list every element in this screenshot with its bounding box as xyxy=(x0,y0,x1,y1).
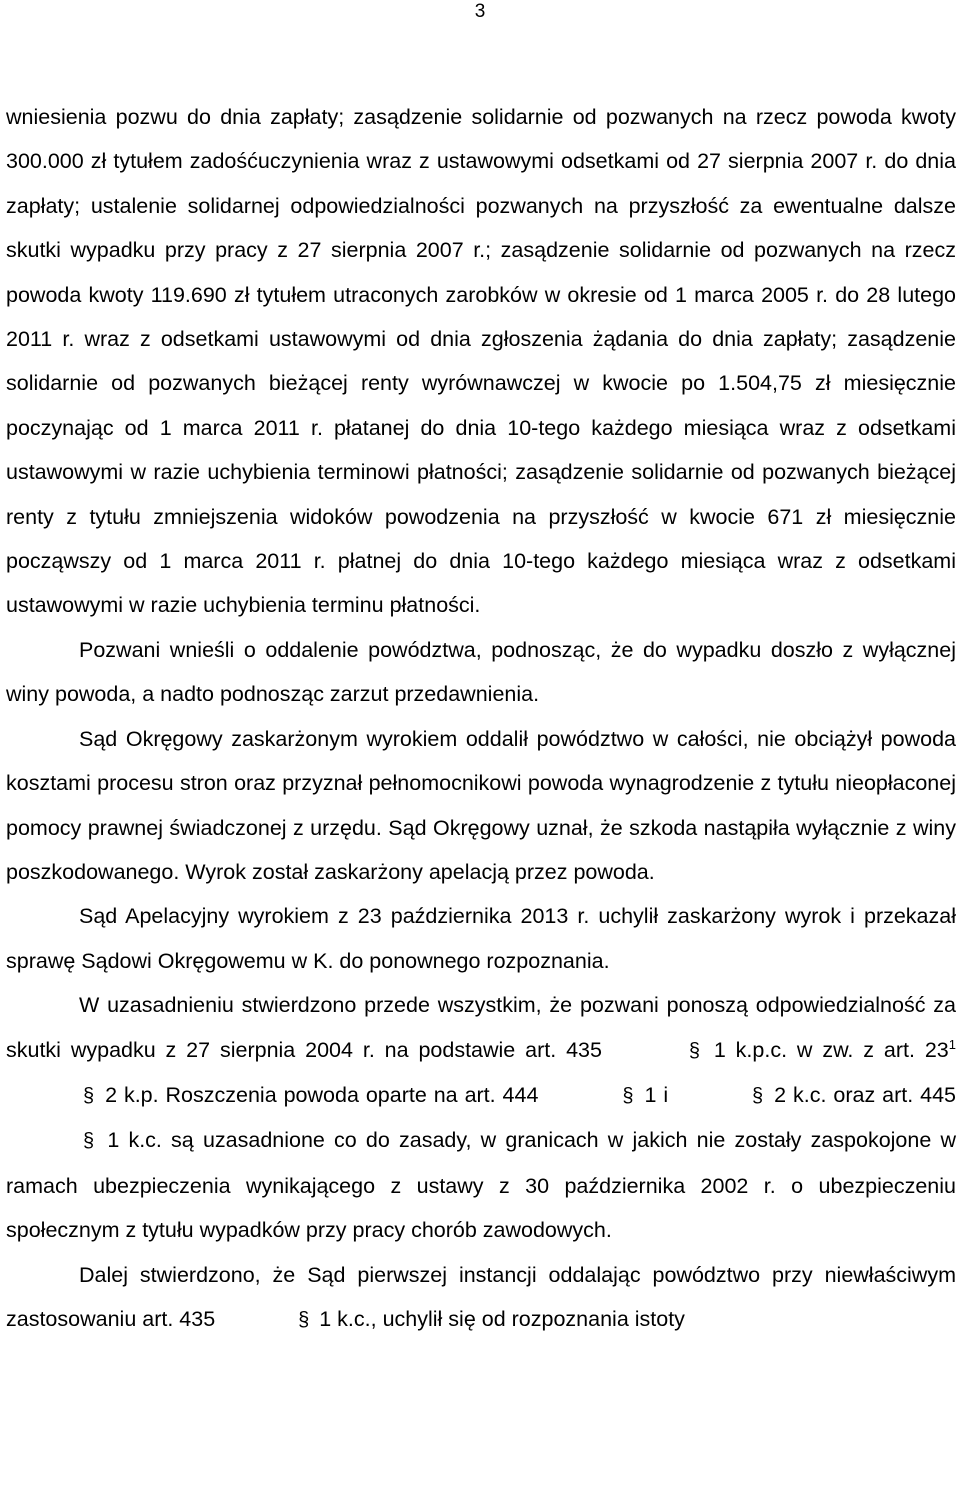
section-symbol: § xyxy=(752,1084,764,1107)
paragraph-further-findings xyxy=(6,1253,956,1343)
paragraph-justification xyxy=(6,983,956,1252)
paragraph-appeal-court-ruling: Sąd Apelacyjny wyrokiem z 23 października 2013 r. uchylił zaskarżony wyrok i przekazał sprawę Sądowi Okręgowemu w K. do ponownego rozpoznania. xyxy=(6,904,956,973)
page-number: 3 xyxy=(474,1,486,22)
document-body xyxy=(6,95,956,1342)
paragraph-district-court-ruling: Sąd Okręgowy zaskarżonym wyrokiem oddalił powództwo w całości, nie obciążył powoda kosztami procesu stron oraz przyznał pełnomocnikowi powoda wynagrodzenie z tytułu nieopłaconej pomocy prawnej świadczonej z urzędu. Sąd Okręgowy uznał, że szkoda nastąpiła wyłącznie z winy poszkodowanego. Wyrok został zaskarżony apelacją przez powoda. xyxy=(6,726,956,884)
justification-text-4: 1 i xyxy=(644,1082,669,1107)
section-symbol: § xyxy=(83,1130,95,1153)
justification-text-1: W uzasadnieniu stwierdzono przede wszystkim, że pozwani ponoszą odpowiedzialność za skutki wypadku z 27 sierpnia 2004 r. na podstawie art. 435 xyxy=(6,993,956,1062)
justification-text-3: 2 k.p. Roszczenia powoda oparte na art. 444 xyxy=(105,1082,539,1107)
further-text-2: 1 k.c., uchylił się od rozpoznania istoty xyxy=(319,1306,685,1331)
justification-text-5: 2 k.c. oraz art. 445 xyxy=(774,1082,956,1107)
further-text-1: Dalej stwierdzono, że Sąd pierwszej instancji oddalając powództwo przy niewłaściwym zastosowaniu art. 435 xyxy=(6,1262,956,1331)
paragraph-defendants-response: Pozwani wnieśli o oddalenie powództwa, podnosząc, że do wypadku doszło z wyłącznej winy powoda, a nadto podnosząc zarzut przedawnienia. xyxy=(6,637,956,707)
justification-text-2: 1 k.p.c. w zw. z art. 23 xyxy=(713,1037,949,1062)
section-symbol: § xyxy=(622,1084,634,1107)
superscript: 1 xyxy=(948,1036,956,1052)
section-symbol: § xyxy=(83,1084,95,1107)
section-symbol: § xyxy=(688,1039,700,1062)
section-symbol: § xyxy=(298,1308,310,1331)
justification-text-6: 1 k.c. są uzasadnione co do zasady, w granicach w jakich nie zostały zaspokojone w ramach ubezpieczenia wynikającego z ustawy z 30 października 2002 r. o ubezpieczeniu społecznym z tytułu wypadków przy pracy chorób zawodowych. xyxy=(6,1128,956,1243)
paragraph-claims: wniesienia pozwu do dnia zapłaty; zasądzenie solidarnie od pozwanych na rzecz powoda kwoty 300.000 zł tytułem zadośćuczynienia wraz z ustawowymi odsetkami od 27 sierpnia 2007 r. do dnia zapłaty; ustalenie solidarnej odpowiedzialności pozwanych na przyszłość za ewentualne dalsze skutki wypadku przy pracy z 27 sierpnia 2007 r.; zasądzenie solidarnie od pozwanych na rzecz powoda kwoty 119.690 zł tytułem utraconych zarobków w okresie od 1 marca 2005 r. do 28 lutego 2011 r. wraz z odsetkami ustawowymi od dnia zgłoszenia żądania do dnia zapłaty; zasądzenie solidarnie od pozwanych bieżącej renty wyrównawczej w kwocie po 1.504,75 zł miesięcznie poczynając od 1 marca 2011 r. płatanej do dnia 10-tego każdego miesiąca wraz z odsetkami ustawowymi w razie uchybienia terminowi płatności; zasądzenie solidarnie od pozwanych bieżącej renty z tytułu zmniejszenia widoków powodzenia na przyszłość w kwocie 671 zł miesięcznie począwszy od 1 marca 2011 r. płatnej do dnia 10-tego każdego miesiąca wraz z odsetkami ustawowymi w razie uchybienia terminu płatności. xyxy=(6,105,956,618)
